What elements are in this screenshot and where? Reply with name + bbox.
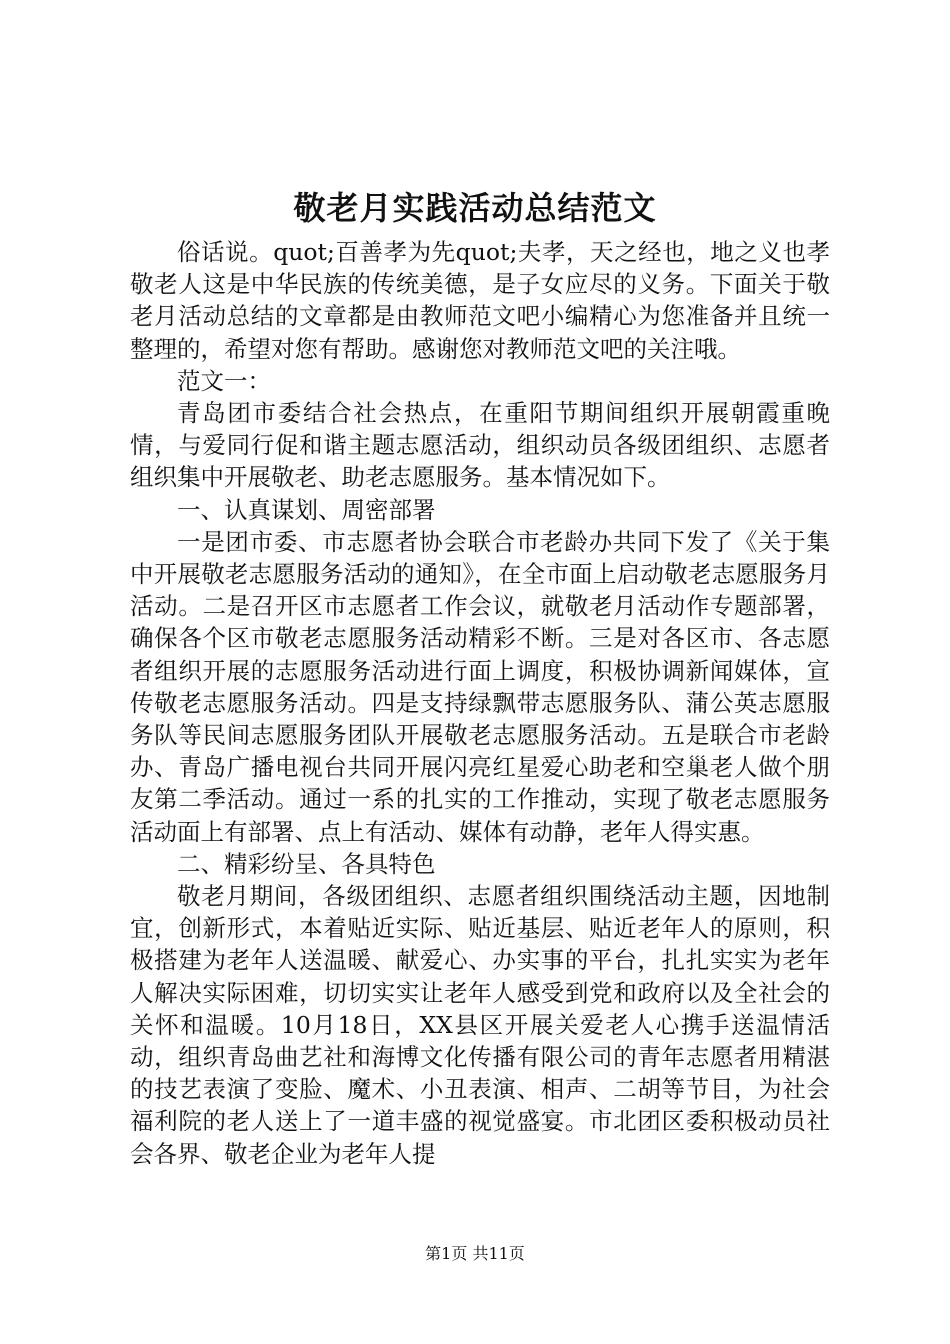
section-heading-2: 二、精彩纷呈、各具特色 xyxy=(177,849,436,878)
paragraph-sample-heading: 范文一： xyxy=(177,366,271,395)
document-title: 敬老月实践活动总结范文 xyxy=(293,189,657,227)
paragraph-intro: 俗话说。quot;百善孝为先quot;夫孝，天之经也，地之义也孝敬老人这是中华民族的传统美德，是子女应尽的义务。下面关于敬老月活动总结的文章都是由教师范文吧小编精心为您准备并且统一整理的，希望对您有帮助。感谢您对教师范文吧的关注哦。 xyxy=(130,238,830,363)
paragraph-section-2: 敬老月期间，各级团组织、志愿者组织围绕活动主题，因地制宜，创新形式，本着贴近实际、贴近基层、贴近老年人的原则，积极搭建为老年人送温暖、献爱心、办实事的平台，扎扎实实为老年人解决实际困难，切切实实让老年人感受到党和政府以及全社会的关怀和温暖。10月18日，XX县区开展关爱老人心携手送温情活动，组织青岛曲艺社和海博文化传播有限公司的青年志愿者用精湛的技艺表演了变脸、魔术、小丑表演、相声、二胡等节目，为社会福利院的老人送上了一道丰盛的视觉盛宴。市北团区委积极动员社会各界、敬老企业为老年人提 xyxy=(130,882,830,1168)
paragraph-section-1: 一是团市委、市志愿者协会联合市老龄办共同下发了《关于集中开展敬老志愿服务活动的通知》，在全市面上启动敬老志愿服务月活动。二是召开区市志愿者工作会议，就敬老月活动作专题部署，确保各个区市敬老志愿服务活动精彩不断。三是对各区市、各志愿者组织开展的志愿服务活动进行面上调度，积极协调新闻媒体，宣传敬老志愿服务活动。四是支持绿飘带志愿服务队、蒲公英志愿服务队等民间志愿服务团队开展敬老志愿服务活动。五是联合市老龄办、青岛广播电视台共同开展闪亮红星爱心助老和空巢老人做个朋友第二季活动。通过一系的扎实的工作推动，实现了敬老志愿服务活动面上有部署、点上有活动、媒体有动静，老年人得实惠。 xyxy=(130,527,830,846)
document-body xyxy=(130,236,830,1170)
paragraph-overview: 青岛团市委结合社会热点，在重阳节期间组织开展朝霞重晚情，与爱同行促和谐主题志愿活动，组织动员各级团组织、志愿者组织集中开展敬老、助老志愿服务。基本情况如下。 xyxy=(130,399,830,492)
page-footer: 第1页 共11页 xyxy=(425,1244,525,1263)
section-heading-1: 一、认真谋划、周密部署 xyxy=(177,495,436,524)
